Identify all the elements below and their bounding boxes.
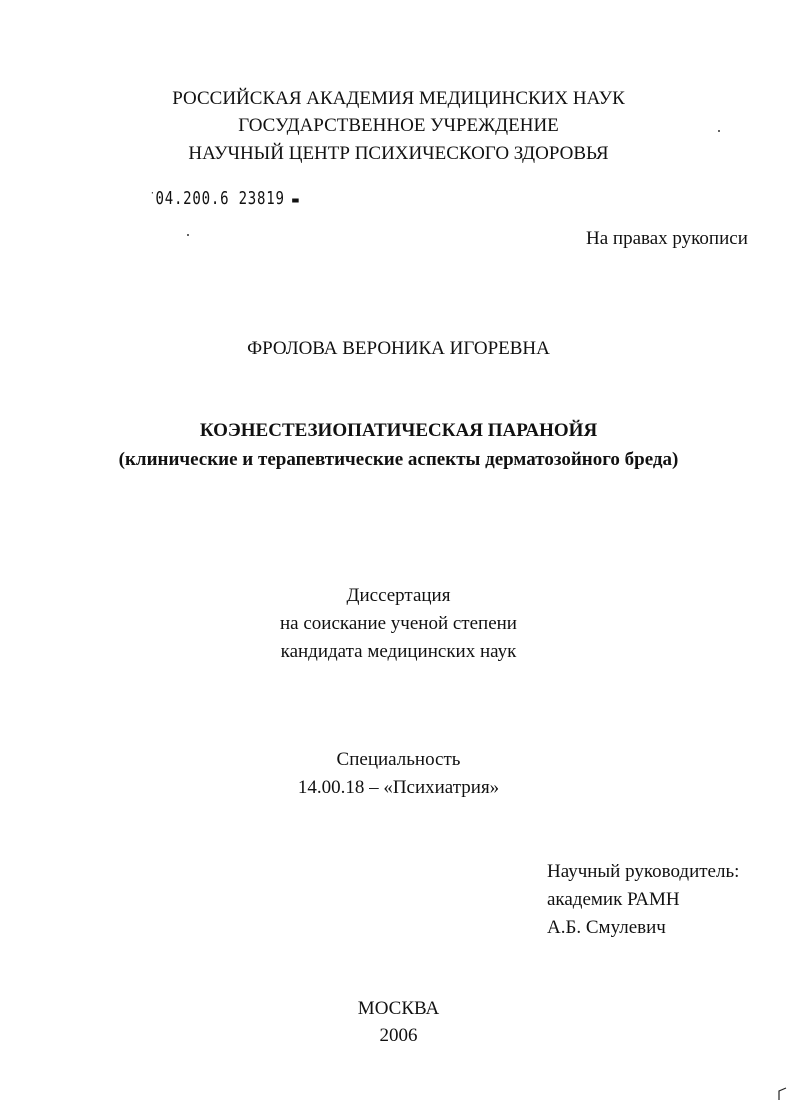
degree-line-2: на соискание ученой степени (280, 613, 517, 634)
city: МОСКВА (357, 998, 440, 1019)
specialty-code: 14.00.18 – «Психиатрия» (297, 777, 500, 798)
supervisor-rank: академик РАМН (547, 889, 680, 910)
institution-line-3: НАУЧНЫЙ ЦЕНТР ПСИХИЧЕСКОГО ЗДОРОВЬЯ (188, 143, 609, 164)
dissertation-title: КОЭНЕСТЕЗИОПАТИЧЕСКАЯ ПАРАНОЙЯ (199, 420, 598, 441)
degree-line-3: кандидата медицинских наук (280, 641, 517, 662)
supervisor-label: Научный руководитель: (547, 861, 740, 882)
author-name: ФРОЛОВА ВЕРОНИКА ИГОРЕВНА (247, 338, 550, 359)
supervisor-name: А.Б. Смулевич (547, 917, 666, 938)
institution-line-1: РОССИЙСКАЯ АКАДЕМИЯ МЕДИЦИНСКИХ НАУК (172, 88, 625, 109)
registration-stamp-number: ·04.200.6 23819 ▬ (150, 188, 300, 209)
year: 2006 (379, 1025, 418, 1046)
scan-corner-mark (776, 1086, 788, 1102)
scan-speck (187, 234, 189, 236)
specialty-label: Специальность (336, 749, 461, 770)
manuscript-rights-note: На правах рукописи (586, 228, 748, 249)
dissertation-subtitle: (клинические и терапевтические аспекты дерматозойного бреда) (118, 449, 679, 470)
degree-line-1: Диссертация (346, 585, 451, 606)
institution-line-2: ГОСУДАРСТВЕННОЕ УЧРЕЖДЕНИЕ (238, 115, 559, 136)
scan-speck (718, 130, 720, 132)
